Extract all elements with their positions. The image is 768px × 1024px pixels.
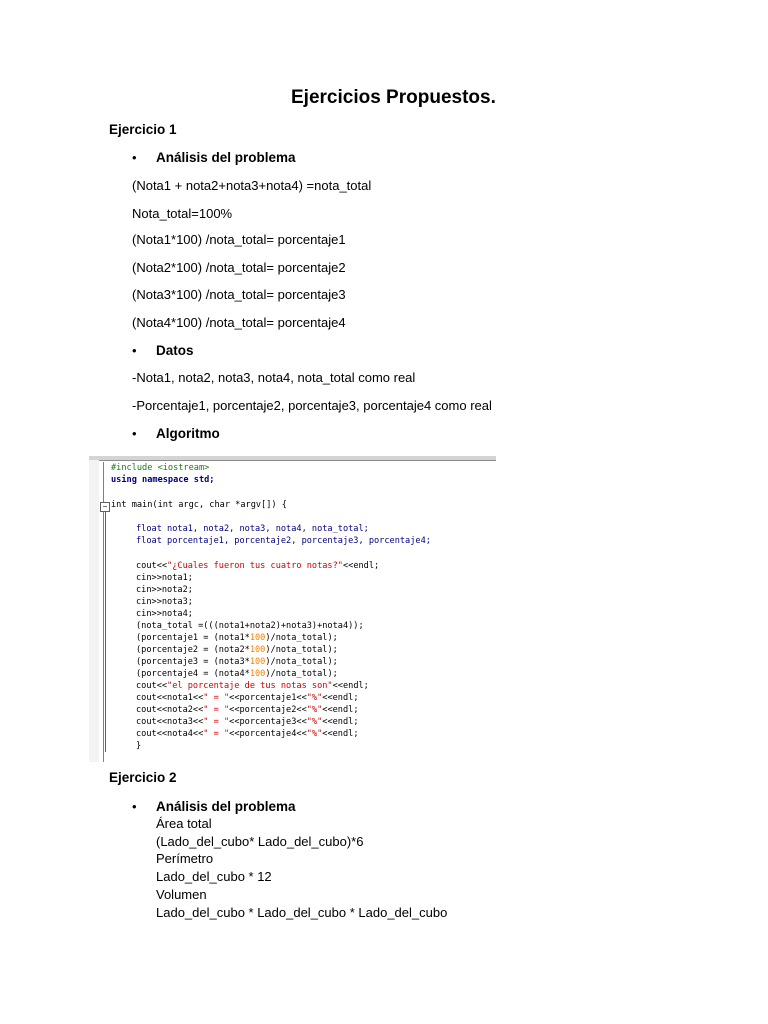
code-line-cout-output: cout<<nota3<<" = "<<porcentaje3<<"%"<<endl; xyxy=(136,717,359,727)
code-line-main: int main(int argc, char *argv[]) { xyxy=(111,500,287,510)
code-line-cout-output: cout<<nota1<<" = "<<porcentaje1<<"%"<<endl; xyxy=(136,693,359,703)
ex2-line: Lado_del_cubo * Lado_del_cubo * Lado_del_cubo xyxy=(156,905,448,920)
code-line-cout-output: cout<<nota4<<" = "<<porcentaje4<<"%"<<endl; xyxy=(136,729,359,739)
code-line-cout-output: cout<<nota2<<" = "<<porcentaje2<<"%"<<endl; xyxy=(136,705,359,715)
ex1-analysis-heading: Análisis del problema xyxy=(156,150,296,165)
editor-margin xyxy=(89,460,99,762)
ex1-analysis-line: (Nota1*100) /nota_total= porcentaje1 xyxy=(132,232,346,247)
ex2-line: Perímetro xyxy=(156,851,214,866)
fold-collapse-icon[interactable]: − xyxy=(100,502,110,512)
ex2-analysis-heading: Análisis del problema xyxy=(156,799,296,814)
code-line-close: } xyxy=(136,741,142,751)
ex1-datos-heading: Datos xyxy=(156,343,194,358)
code-line-porcentaje: (porcentaje4 = (nota4*100)/nota_total); xyxy=(136,669,338,679)
ex1-datos-line: -Nota1, nota2, nota3, nota4, nota_total como real xyxy=(132,370,416,385)
code-line-cin: cin>>nota4; xyxy=(136,609,193,619)
code-line-total: (nota_total =(((nota1+nota2)+nota3)+nota4)); xyxy=(136,621,364,631)
ex1-analysis-line: (Nota3*100) /nota_total= porcentaje3 xyxy=(132,287,346,302)
ex1-algoritmo-heading: Algoritmo xyxy=(156,426,220,441)
ex1-datos-line: -Porcentaje1, porcentaje2, porcentaje3, porcentaje4 como real xyxy=(132,398,492,413)
code-line-cin: cin>>nota1; xyxy=(136,573,193,583)
ex2-line: (Lado_del_cubo* Lado_del_cubo)*6 xyxy=(156,834,364,849)
bullet-icon: • xyxy=(132,426,137,441)
ex1-analysis-line: Nota_total=100% xyxy=(132,206,233,221)
ex2-line: Volumen xyxy=(156,887,207,902)
code-line-porcentaje: (porcentaje2 = (nota2*100)/nota_total); xyxy=(136,645,338,655)
code-line-cin: cin>>nota2; xyxy=(136,585,193,595)
code-line-cin: cin>>nota3; xyxy=(136,597,193,607)
bullet-icon: • xyxy=(132,799,137,814)
code-line-porcentaje: (porcentaje1 = (nota1*100)/nota_total); xyxy=(136,633,338,643)
code-line-decl: float nota1, nota2, nota3, nota4, nota_total; xyxy=(136,524,369,534)
code-line-include: #include <iostream> xyxy=(111,463,210,473)
code-line-cout-result: cout<<"el porcentaje de tus notas son"<<endl; xyxy=(136,681,369,691)
code-line-decl: float porcentaje1, porcentaje2, porcentaje3, porcentaje4; xyxy=(136,536,431,546)
exercise1-heading: Ejercicio 1 xyxy=(109,122,177,137)
code-editor-screenshot xyxy=(89,456,496,762)
code-line-porcentaje: (porcentaje3 = (nota3*100)/nota_total); xyxy=(136,657,338,667)
page-title: Ejercicios Propuestos. xyxy=(291,87,496,108)
bullet-icon: • xyxy=(132,150,137,165)
code-line-cout-prompt: cout<<"¿Cuales fueron tus cuatro notas?"<<endl; xyxy=(136,561,380,571)
exercise2-heading: Ejercicio 2 xyxy=(109,770,177,785)
ex1-analysis-line: (Nota1 + nota2+nota3+nota4) =nota_total xyxy=(132,178,372,193)
ex1-analysis-line: (Nota2*100) /nota_total= porcentaje2 xyxy=(132,260,346,275)
ex1-analysis-line: (Nota4*100) /nota_total= porcentaje4 xyxy=(132,315,346,330)
ex2-line: Lado_del_cubo * 12 xyxy=(156,869,272,884)
editor-top-border xyxy=(89,456,496,461)
code-line-using: using namespace std; xyxy=(111,475,215,485)
bullet-icon: • xyxy=(132,343,137,358)
fold-guide-line xyxy=(105,512,106,752)
ex2-line: Área total xyxy=(156,816,212,831)
